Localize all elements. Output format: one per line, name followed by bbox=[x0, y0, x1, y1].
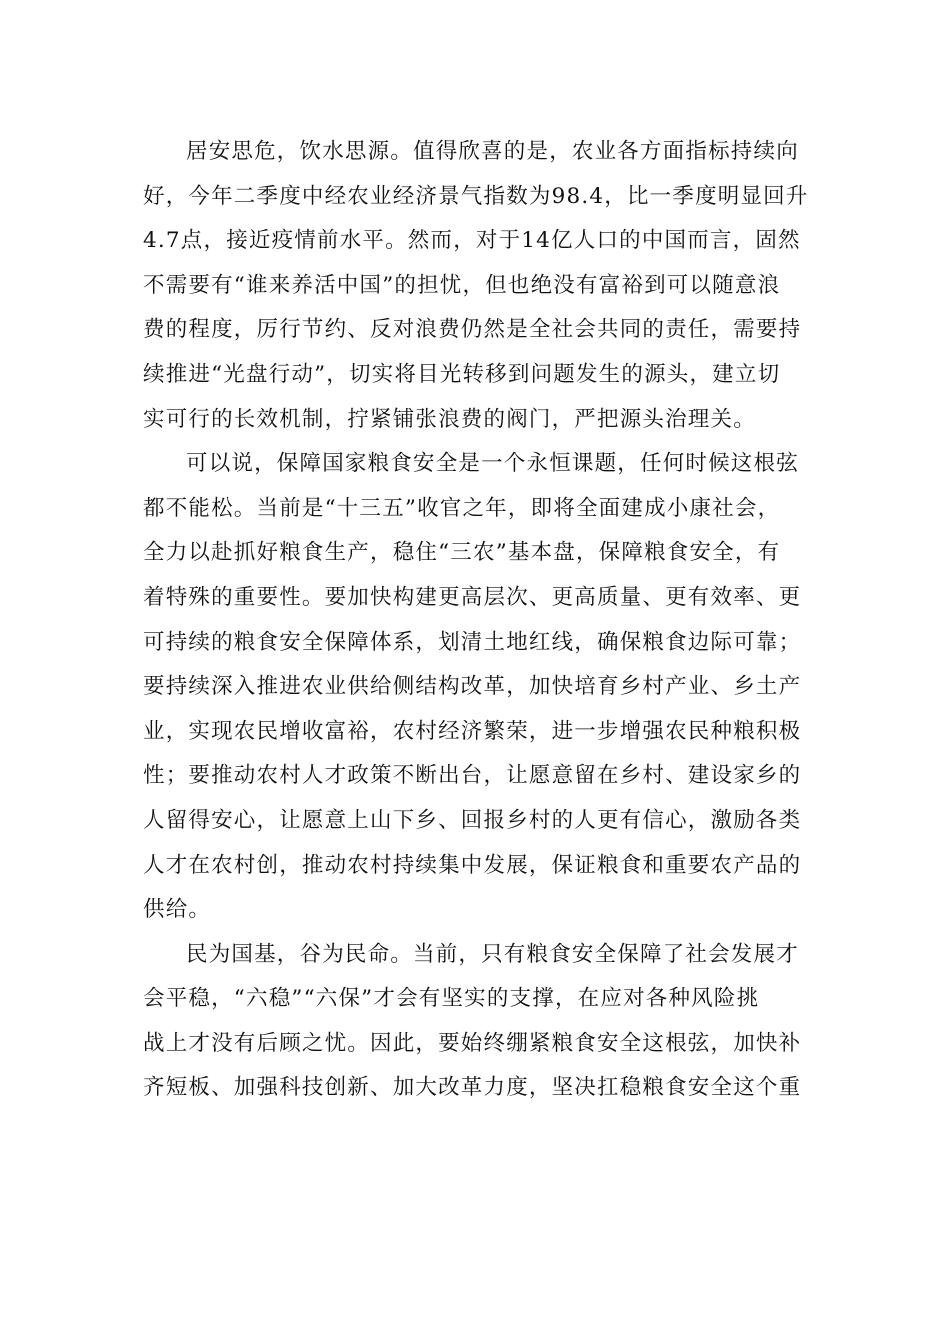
text-line: 不需要有“谁来养活中国”的担忧，但也绝没有富裕到可以随意浪 bbox=[143, 272, 781, 298]
text-line: 都不能松。当前是“十三五”收官之年，即将全面建成小康社会， bbox=[143, 495, 781, 521]
paragraph-2 bbox=[143, 442, 802, 933]
text-line: 战上才没有后顾之忧。因此，要始终绷紧粮食安全这根弦，加快补 bbox=[143, 1030, 802, 1056]
text-line: 续推进“光盘行动”，切实将目光转移到问题发生的源头，建立切 bbox=[143, 361, 781, 387]
text-line: 实可行的长效机制，拧紧铺张浪费的阀门，严把源头治理关。 bbox=[143, 406, 756, 432]
text-line: 全力以赴抓好粮食生产，稳住“三农”基本盘，保障粮食安全，有 bbox=[143, 540, 781, 566]
text-line: 着特殊的重要性。要加快构建更高层次、更高质量、更有效率、更 bbox=[143, 584, 802, 610]
text-line: 人留得安心，让愿意上山下乡、回报乡村的人更有信心，激励各类 bbox=[143, 807, 802, 833]
text-line: 性；要推动农村人才政策不断出台，让愿意留在乡村、建设家乡的 bbox=[143, 763, 802, 789]
text-line: 供给。 bbox=[143, 897, 212, 923]
text-line: 要持续深入推进农业供给侧结构改革，加快培育乡村产业、乡土产 bbox=[143, 674, 802, 700]
document-body bbox=[143, 130, 809, 1111]
text-line: 费的程度，厉行节约、反对浪费仍然是全社会共同的责任，需要持 bbox=[143, 317, 802, 343]
text-line: 居安思危，饮水思源。值得欣喜的是，农业各方面指标持续向 bbox=[186, 139, 799, 164]
paragraph-1 bbox=[143, 130, 809, 442]
text-line: 好，今年二季度中经农业经济景气指数为98.4，比一季度明显回升 bbox=[143, 183, 809, 209]
text-line: 民为国基，谷为民命。当前，只有粮食安全保障了社会发展才 bbox=[186, 941, 799, 967]
text-line: 4.7点，接近疫情前水平。然而，对于14亿人口的中国而言，固然 bbox=[143, 228, 801, 254]
text-line: 人才在农村创，推动农村持续集中发展，保证粮食和重要农产品的 bbox=[143, 852, 802, 878]
text-line: 可持续的粮食安全保障体系，划清土地红线，确保粮食边际可靠； bbox=[143, 629, 802, 655]
text-line: 齐短板、加强科技创新、加大改革力度，坚决扛稳粮食安全这个重 bbox=[143, 1075, 802, 1101]
text-line: 会平稳，“六稳”“六保”才会有坚实的支撑，在应对各种风险挑 bbox=[143, 986, 760, 1012]
paragraph-3 bbox=[143, 933, 802, 1111]
text-line: 可以说，保障国家粮食安全是一个永恒课题，任何时候这根弦 bbox=[186, 451, 799, 477]
text-line: 业，实现农民增收富裕，农村经济繁荣，进一步增强农民种粮积极 bbox=[143, 718, 802, 744]
